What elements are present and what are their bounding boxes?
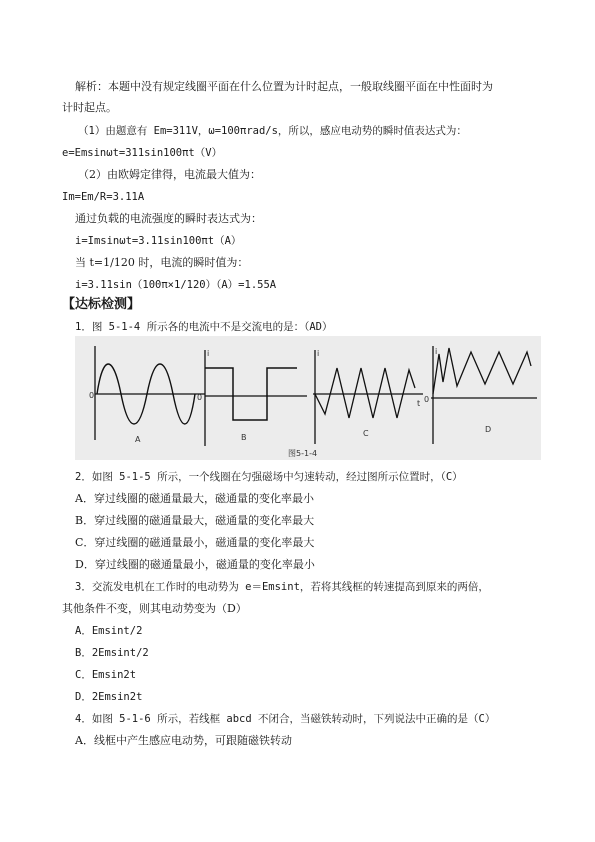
panel-c-axis-t: t	[417, 399, 421, 408]
analysis-line-2: 计时起点。	[62, 101, 117, 114]
q2-option-d: D．穿过线圈的磁通量最小，磁通量的变化率最小	[75, 558, 315, 571]
panel-d-label: D	[485, 425, 492, 434]
panel-a-label: A	[135, 435, 141, 444]
panel-c	[313, 349, 423, 444]
panel-a-origin: 0	[89, 391, 95, 400]
figure-5-1-4	[75, 336, 541, 460]
panel-c-axis-i: i	[317, 349, 320, 358]
figure-caption: 图5-1-4	[288, 449, 318, 458]
analysis-line-5: （2）由欧姆定律得，电流最大值为：	[78, 168, 261, 181]
q4-option-a: A．线框中产生感应电动势，可跟随磁铁转动	[75, 734, 292, 747]
formula-i: i=Imsinωt=3.11sin100πt（A）	[75, 235, 242, 247]
question-2: 2．如图 5-1-5 所示，一个线圈在匀强磁场中匀速转动，经过图所示位置时，（C）	[75, 471, 463, 483]
analysis-line-7: 通过负载的电流强度的瞬时表达式为：	[75, 212, 262, 225]
analysis-line-3: （1）由题意有 Em=311V，ω=100πrad/s，所以，感应电动势的瞬时值表达式为：	[78, 125, 467, 137]
q3-option-a: A．Emsint/2	[75, 625, 143, 637]
analysis-line-1: 解析：本题中没有规定线圈平面在什么位置为计时起点，一般取线圈平面在中性面时为	[75, 80, 493, 93]
q3-option-d: D．2Emsin2t	[75, 691, 143, 703]
question-3-line-1: 3．交流发电机在工作时的电动势为 e＝Emsint，若将其线框的转速提高到原来的两倍，	[75, 581, 489, 593]
panel-b-axis-i: i	[207, 349, 210, 358]
question-4: 4．如图 5-1-6 所示，若线框 abcd 不闭合，当磁铁转动时，下列说法中正确的是（C）	[75, 713, 496, 725]
panel-c-label: C	[363, 429, 369, 438]
q2-option-c: C．穿过线圈的磁通量最小，磁通量的变化率最大	[75, 536, 315, 549]
formula-e: e=Emsinωt=311sin100πt（V）	[62, 147, 223, 159]
q3-option-c: C．Emsin2t	[75, 669, 137, 681]
panel-b-label: B	[241, 433, 247, 442]
panel-d-origin: 0	[424, 395, 430, 404]
q3-option-b: B．2Emsint/2	[75, 647, 149, 659]
panel-b	[197, 349, 307, 446]
panel-d-axis-i: i	[435, 347, 438, 356]
waveform-figure	[75, 336, 541, 460]
panel-a	[89, 346, 205, 444]
question-1: 1．图 5-1-4 所示各的电流中不是交流电的是：（AD）	[75, 321, 333, 333]
panel-d	[424, 346, 537, 444]
formula-im: Im=Em/R=3.11A	[62, 191, 145, 203]
panel-b-origin: 0	[197, 393, 203, 402]
question-3-line-2: 其他条件不变，则其电动势变为（D）	[62, 602, 247, 615]
q2-option-b: B．穿过线圈的磁通量最大，磁通量的变化率最大	[75, 514, 315, 527]
q2-option-a: A．穿过线圈的磁通量最大，磁通量的变化率最小	[75, 492, 314, 505]
section-heading: 【达标检测】	[62, 297, 141, 312]
formula-i-value: i=3.11sin（100π×1/120）（A）=1.55A	[75, 279, 277, 291]
analysis-line-9: 当 t=1/120 时，电流的瞬时值为：	[75, 256, 249, 269]
